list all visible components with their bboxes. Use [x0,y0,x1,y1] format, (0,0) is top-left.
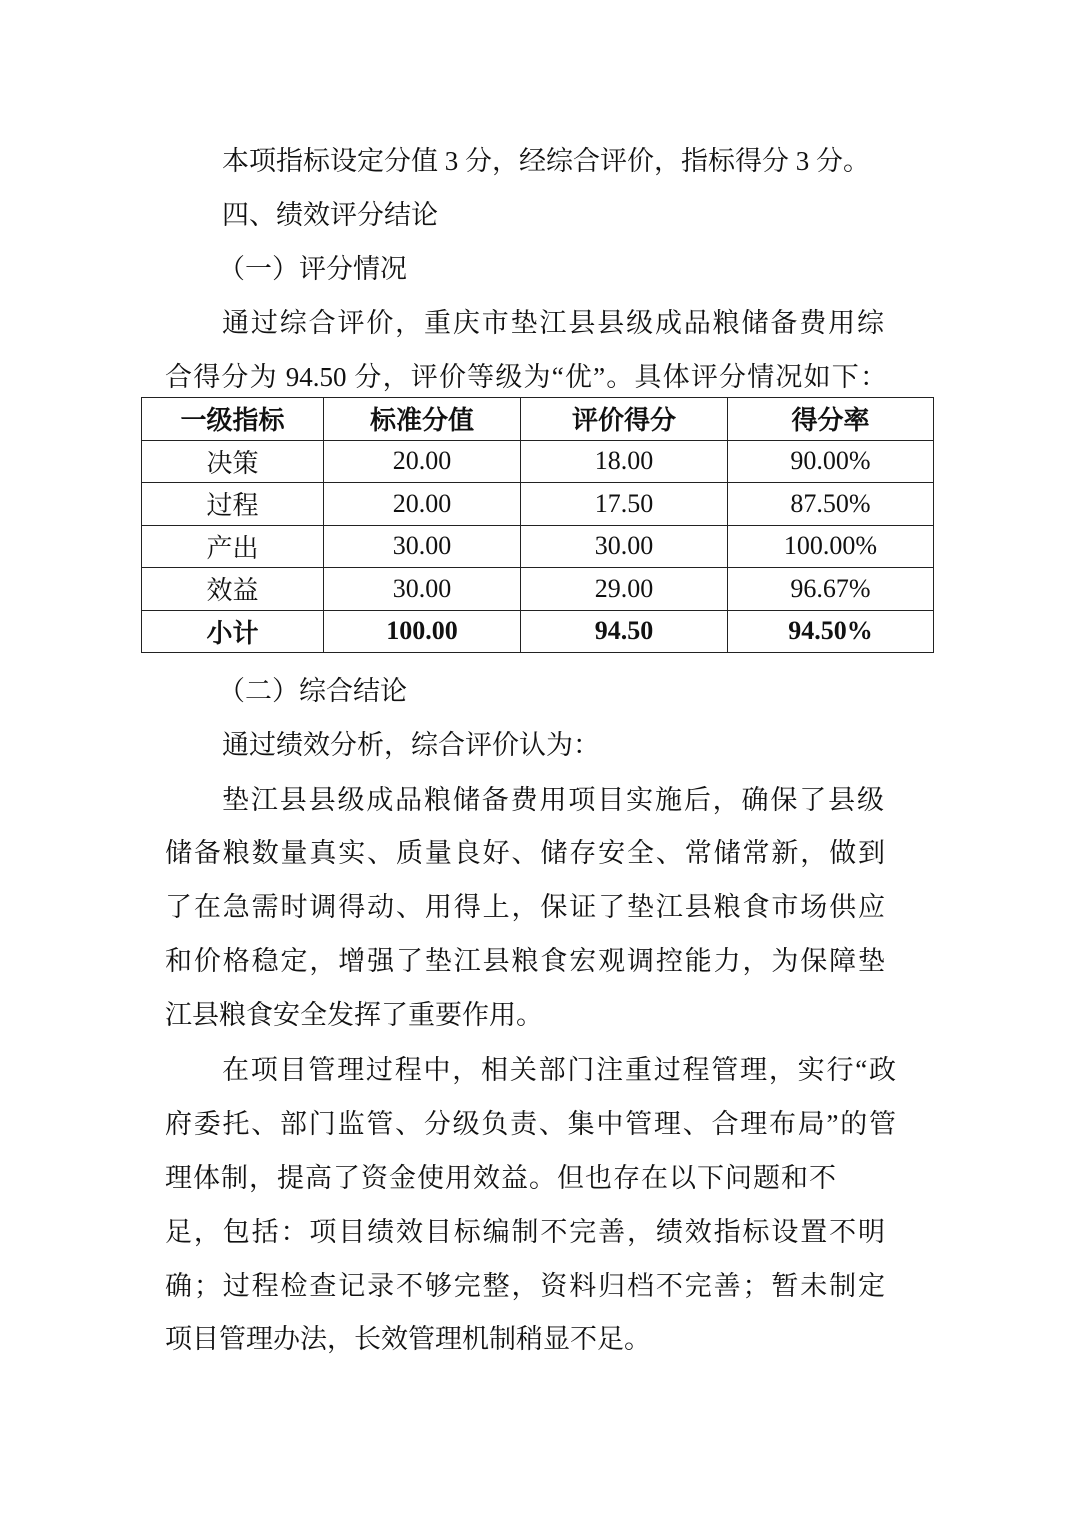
table-cell: 30.00 [324,525,521,568]
section-heading: 四、绩效评分结论 [222,200,438,230]
column-header: 标准分值 [324,398,521,441]
paragraph-line: 合得分为 94.50 分，评价等级为“优”。具体评分情况如下： [165,362,887,392]
paragraph-line: 通过综合评价，重庆市垫江县县级成品粮储备费用综 [222,308,884,338]
table-cell: 效益 [142,568,324,611]
paragraph-line: 府委托、部门监管、分级负责、集中管理、合理布局”的管 [165,1109,896,1139]
table-cell: 20.00 [324,440,521,483]
table-cell: 87.50% [728,483,934,526]
paragraph-line: 本项指标设定分值 3 分，经综合评价，指标得分 3 分。 [222,146,870,176]
paragraph-line: 和价格稳定，增强了垫江县粮食宏观调控能力，为保障垫 [165,946,885,976]
table-cell: 96.67% [728,568,934,611]
paragraph-line: 垫江县县级成品粮储备费用项目实施后，确保了县级 [222,785,884,815]
table-row [142,440,934,483]
table-total-row [142,610,934,653]
table-cell: 17.50 [521,483,728,526]
score-table [141,397,934,653]
table-cell: 决策 [142,440,324,483]
paragraph-line: 通过绩效分析，综合评价认为： [222,730,600,760]
paragraph-line: 确；过程检查记录不够完整，资料归档不完善；暂未制定 [165,1271,885,1301]
table-cell: 100.00% [728,525,934,568]
table-row [142,525,934,568]
table-cell: 18.00 [521,440,728,483]
paragraph-line: 储备粮数量真实、质量良好、储存安全、常储常新，做到 [165,838,885,868]
subsection-heading: （一）评分情况 [218,254,407,284]
table-cell: 100.00 [324,610,521,653]
table-cell: 94.50% [728,610,934,653]
column-header: 一级指标 [142,398,324,441]
table-row [142,483,934,526]
paragraph-line: 理体制，提高了资金使用效益。但也存在以下问题和不 [165,1163,837,1193]
column-header: 评价得分 [521,398,728,441]
table-cell: 20.00 [324,483,521,526]
table-cell: 产出 [142,525,324,568]
table-cell: 30.00 [324,568,521,611]
column-header: 得分率 [728,398,934,441]
paragraph-line: 足，包括：项目绩效目标编制不完善，绩效指标设置不明 [165,1217,885,1247]
paragraph-line: 在项目管理过程中，相关部门注重过程管理，实行“政 [222,1055,896,1085]
paragraph-line: 项目管理办法，长效管理机制稍显不足。 [165,1324,651,1354]
subsection-heading: （二）综合结论 [218,676,407,706]
table-cell: 过程 [142,483,324,526]
table-cell: 90.00% [728,440,934,483]
paragraph-line: 江县粮食安全发挥了重要作用。 [165,1000,543,1030]
table-cell: 小计 [142,610,324,653]
table-cell: 94.50 [521,610,728,653]
table-cell: 29.00 [521,568,728,611]
table-cell: 30.00 [521,525,728,568]
table-row [142,568,934,611]
paragraph-line: 了在急需时调得动、用得上，保证了垫江县粮食市场供应 [165,892,885,922]
table-header-row [142,398,934,441]
